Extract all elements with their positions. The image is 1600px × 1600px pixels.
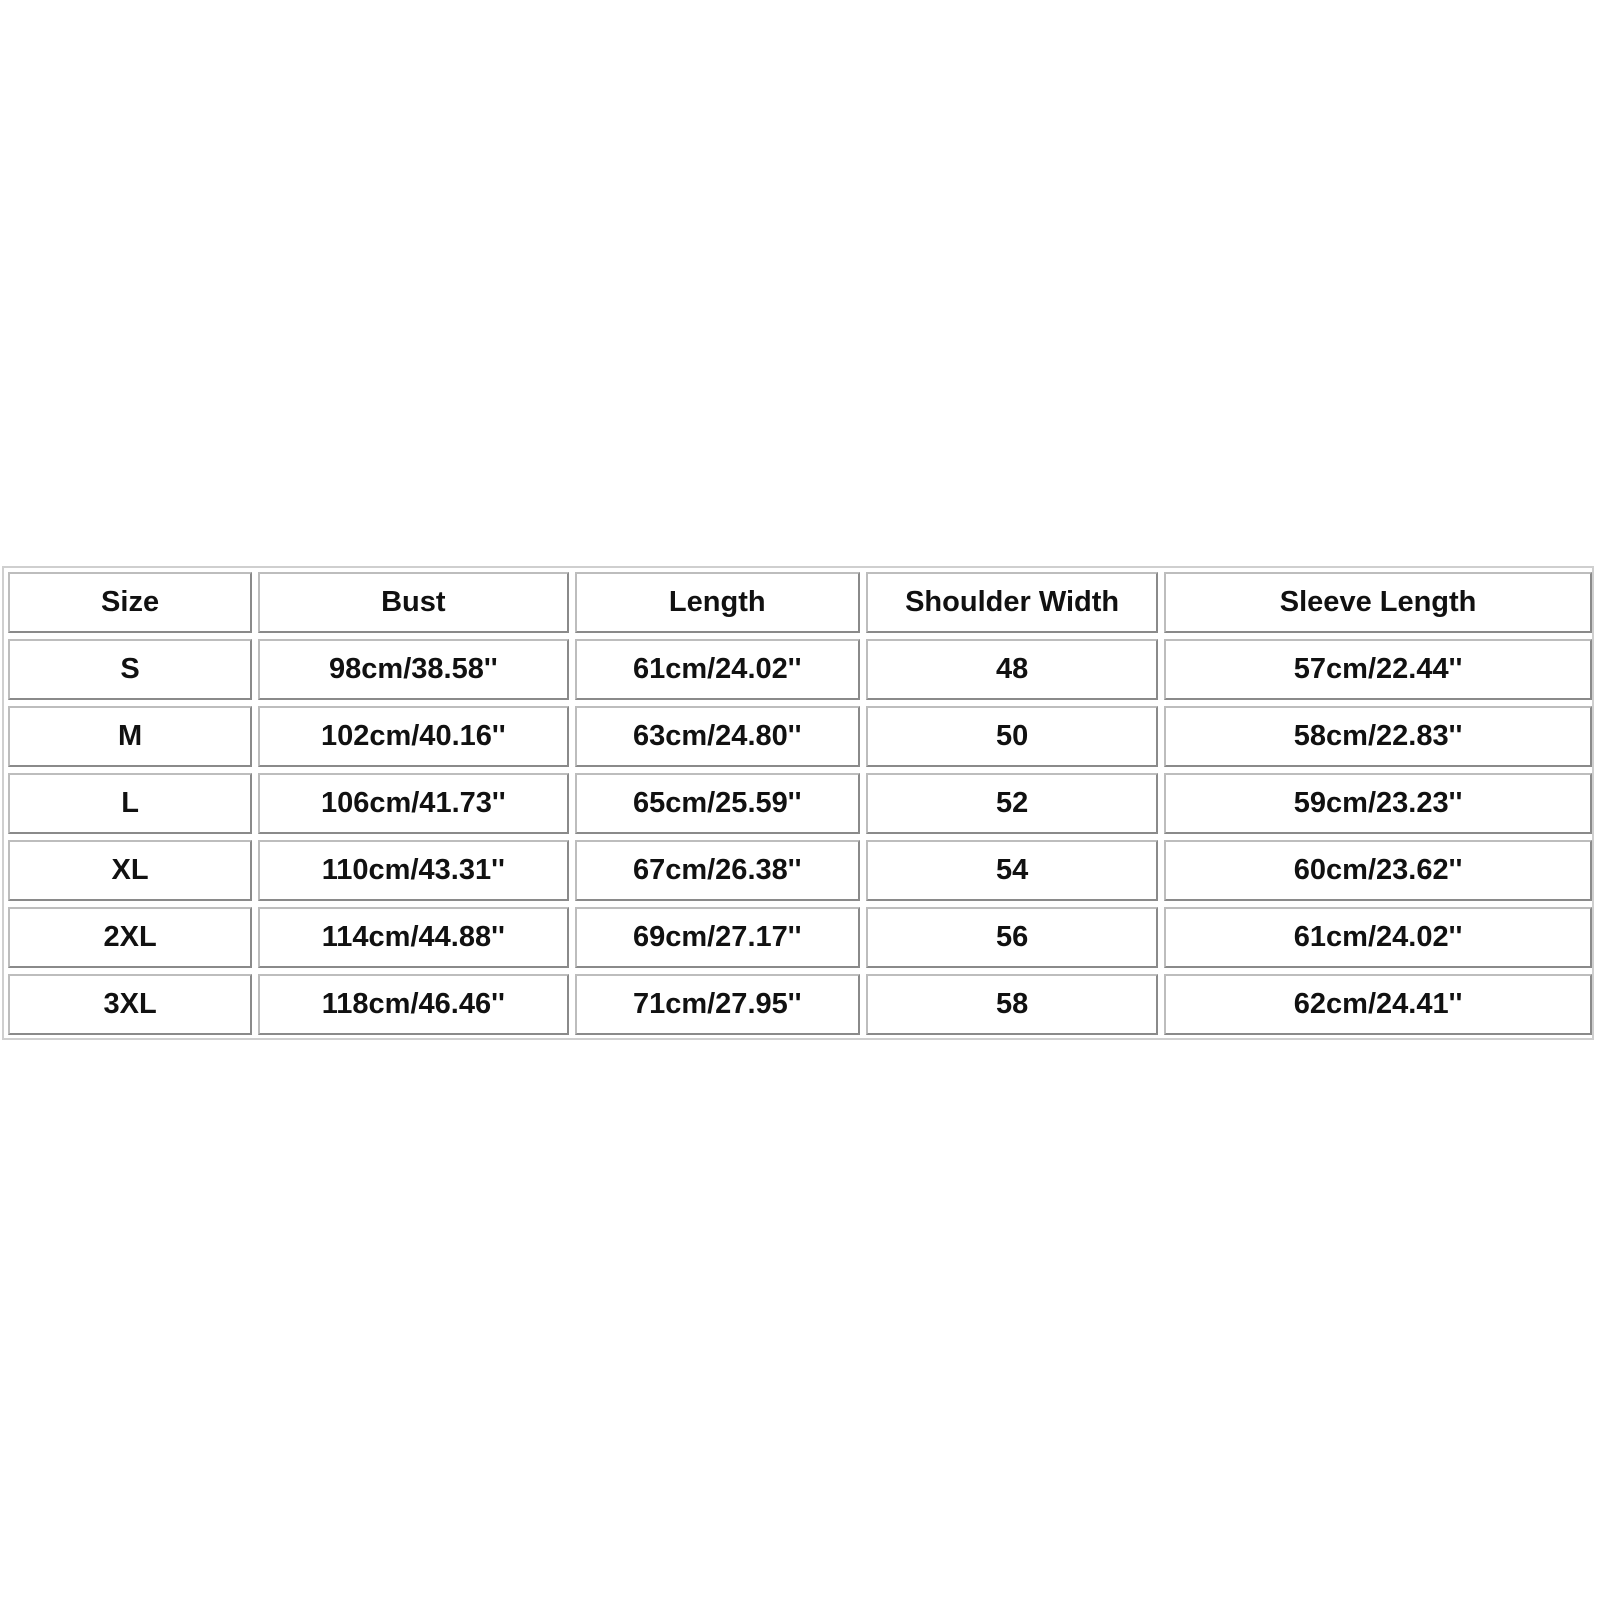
cell-length: 63cm/24.80''	[575, 706, 860, 767]
cell-size: XL	[8, 840, 252, 901]
cell-bust: 98cm/38.58''	[258, 639, 568, 700]
cell-sleeve-length: 57cm/22.44''	[1164, 639, 1592, 700]
cell-sleeve-length: 59cm/23.23''	[1164, 773, 1592, 834]
cell-sleeve-length: 58cm/22.83''	[1164, 706, 1592, 767]
cell-shoulder-width: 52	[866, 773, 1158, 834]
cell-shoulder-width: 58	[866, 974, 1158, 1035]
cell-sleeve-length: 61cm/24.02''	[1164, 907, 1592, 968]
table-row	[8, 974, 1592, 1035]
cell-size: L	[8, 773, 252, 834]
table-row	[8, 840, 1592, 901]
cell-bust: 106cm/41.73''	[258, 773, 568, 834]
cell-bust: 102cm/40.16''	[258, 706, 568, 767]
header-sleeve-length: Sleeve Length	[1164, 572, 1592, 633]
cell-length: 65cm/25.59''	[575, 773, 860, 834]
cell-sleeve-length: 60cm/23.62''	[1164, 840, 1592, 901]
cell-bust: 110cm/43.31''	[258, 840, 568, 901]
cell-sleeve-length: 62cm/24.41''	[1164, 974, 1592, 1035]
table-row	[8, 639, 1592, 700]
header-size: Size	[8, 572, 252, 633]
cell-bust: 114cm/44.88''	[258, 907, 568, 968]
table-row	[8, 706, 1592, 767]
cell-bust: 118cm/46.46''	[258, 974, 568, 1035]
cell-length: 67cm/26.38''	[575, 840, 860, 901]
cell-size: M	[8, 706, 252, 767]
cell-shoulder-width: 50	[866, 706, 1158, 767]
header-length: Length	[575, 572, 860, 633]
cell-size: 3XL	[8, 974, 252, 1035]
cell-length: 69cm/27.17''	[575, 907, 860, 968]
size-chart	[2, 566, 1594, 1040]
cell-length: 71cm/27.95''	[575, 974, 860, 1035]
header-bust: Bust	[258, 572, 568, 633]
cell-shoulder-width: 48	[866, 639, 1158, 700]
header-shoulder-width: Shoulder Width	[866, 572, 1158, 633]
cell-size: 2XL	[8, 907, 252, 968]
table-row	[8, 907, 1592, 968]
cell-shoulder-width: 56	[866, 907, 1158, 968]
header-row	[8, 572, 1592, 633]
cell-length: 61cm/24.02''	[575, 639, 860, 700]
cell-size: S	[8, 639, 252, 700]
size-table	[2, 566, 1598, 1041]
table-row	[8, 773, 1592, 834]
cell-shoulder-width: 54	[866, 840, 1158, 901]
